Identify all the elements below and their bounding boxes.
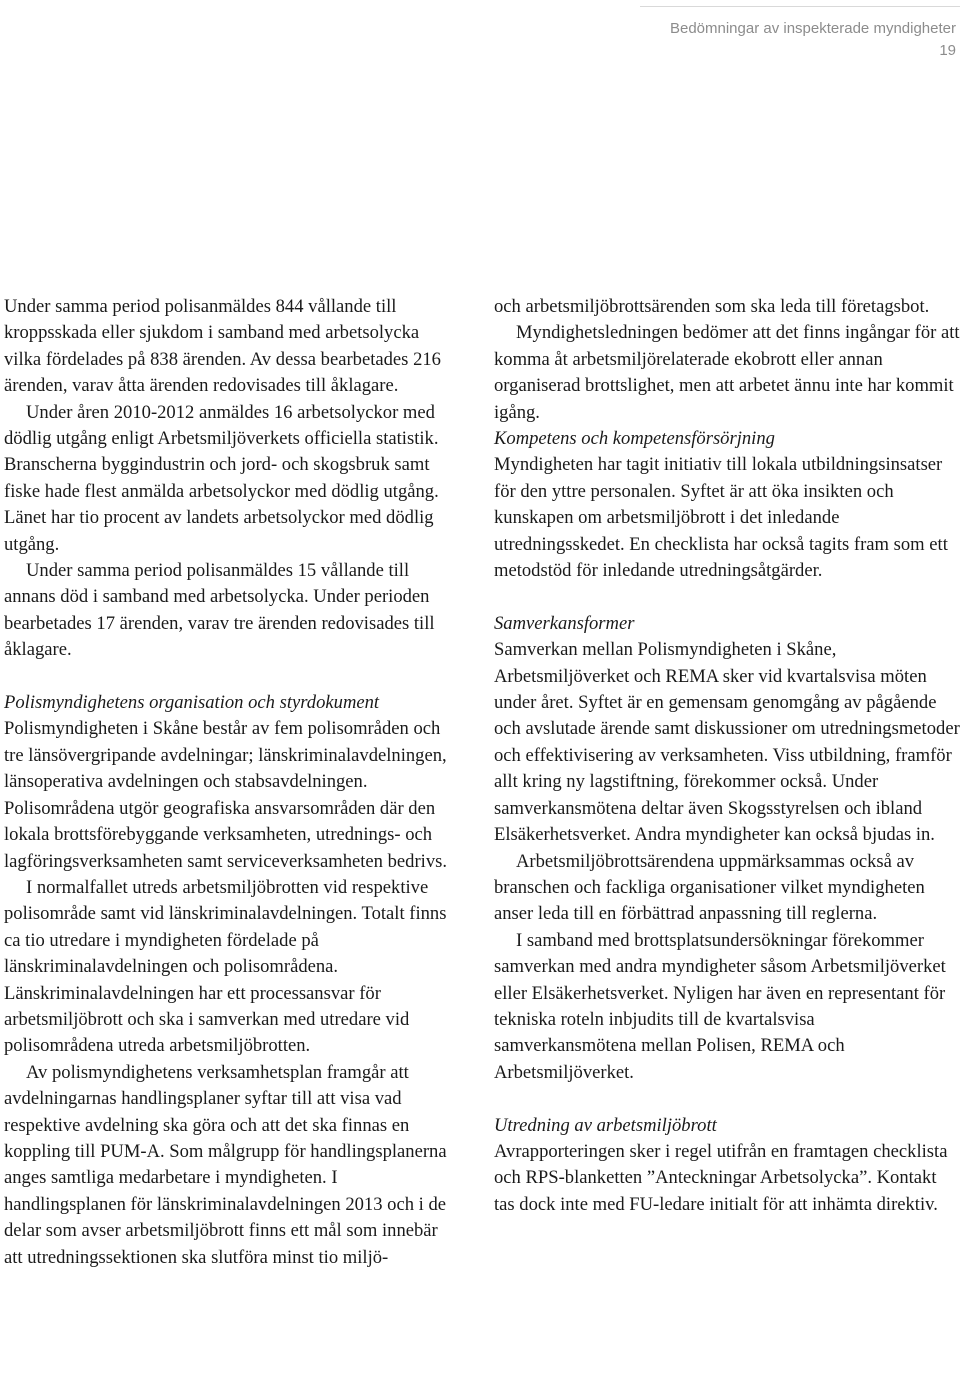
section-heading: Utredning av arbetsmiljöbrott [494, 1114, 717, 1136]
paragraph: I normalfallet utreds arbetsmiljöbrotten vid respektive polisområde samt vid länskriminalavdelningen. Totalt finns ca tio utredare i myndigheten fördelade på länskriminalavdelningen och polisområdena. Länskriminalavdelningen har ett processansvar för arbetsmiljöbrott och ska i samverkan med utredare vid polisområdena utreda arbetsmiljöbrotten. [4, 876, 447, 1057]
left-column [4, 294, 456, 1271]
section-heading: Kompetens och kompetensförsörjning [494, 428, 775, 450]
page-number: 19 [939, 42, 956, 59]
paragraph: Av polismyndighetens verksamhetsplan framgår att avdelningarnas handlingsplaner syftar till att visa vad respektive avdelning ska göra och att det ska finnas en koppling till PUM-A. Som målgrupp för handlingsplanerna anges samtliga medarbetare i myndigheten. I handlingsplanen för länskriminalavdelningen 2013 och i de delar som avser arbetsmiljöbrott finns ett mål som innebär att utredningssektionen ska slutföra minst tio miljö- [4, 1061, 447, 1268]
paragraph: Avrapporteringen sker i regel utifrån en framtagen checklista och RPS-blanketten ”Anteckningar Arbetsolycka”. Kontakt tas dock inte med FU-ledare initialt för att inhämta direktiv. [494, 1140, 948, 1215]
spacer [494, 1086, 960, 1112]
section-heading: Samverkansformer [494, 612, 635, 634]
paragraph: Myndighetsledningen bedömer att det finns ingångar för att komma åt arbetsmiljörelaterade ekobrott eller annan organiserad brottslighet, men att arbetet ännu inte har kommit igång. [494, 322, 960, 423]
paragraph: Under samma period polisanmäldes 844 vållande till kroppsskada eller sjukdom i samband med arbetsolycka vilka fördelades på 838 ärenden. Av dessa bearbetades 216 ärenden, varav åtta ärenden redovisades till åklagare. [4, 296, 441, 397]
right-column [494, 294, 960, 1218]
paragraph: Samverkan mellan Polismyndigheten i Skåne, Arbetsmiljöverket och REMA sker vid kvartalsvisa möten under året. Syftet är en gemensam genomgång av pågående och avslutade ärende samt diskussioner om utredningsmetoder och effektivisering av verksamheten. Viss utbildning, framför allt kring ny lagstiftning, förekommer också. Under samverkansmötena deltar även Skogsstyrelsen och ibland Elsäkerhetsverket. Andra myndigheter kan också bjudas in. [494, 639, 960, 846]
running-header [670, 18, 956, 62]
header-rule [640, 6, 960, 7]
spacer [494, 584, 960, 610]
paragraph: Myndigheten har tagit initiativ till lokala utbildningsinsatser för den yttre personalen. Syftet är att öka insikten och kunskapen om arbetsmiljöbrott i det inledande utredningsskedet. En checklista har också tagits fram som ett metodstöd för inledande utredningsåtgärder. [494, 454, 948, 582]
paragraph: Under samma period polisanmäldes 15 vållande till annans död i samband med arbetsolycka. Under perioden bearbetades 17 ärenden, varav tre ärenden redovisades till åklagare. [4, 560, 435, 661]
paragraph: Polismyndigheten i Skåne består av fem polisområden och tre länsövergripande avdelningar; länskriminalavdelningen, länsoperativa avdelningen och stabsavdelningen. Polisområdena utgör geografiska ansvarsområden där den lokala brottsförebyggande verksamheten, utrednings- och lagföringsverksamheten samt serviceverksamheten bedrivs. [4, 718, 447, 872]
paragraph: I samband med brottsplatsundersökningar förekommer samverkan med andra myndigheter såsom Arbetsmiljöverket eller Elsäkerhetsverket. Nyligen har även en representant för tekniska roteln inbjudits till de kvartalsvisa samverkansmötena mellan Polisen, REMA och Arbetsmiljöverket. [494, 929, 946, 1083]
section-heading: Polismyndighetens organisation och styrdokument [4, 692, 380, 714]
spacer [4, 664, 456, 690]
paragraph: Arbetsmiljöbrottsärendena uppmärksammas också av branschen och fackliga organisationer vilket myndigheten anser leda till en förbättrad anpassning till reglerna. [494, 850, 925, 925]
paragraph: och arbetsmiljöbrottsärenden som ska leda till företagsbot. [494, 296, 930, 317]
section-title: Bedömningar av inspekterade myndigheter [669, 20, 956, 37]
paragraph: Under åren 2010-2012 anmäldes 16 arbetsolyckor med dödlig utgång enligt Arbetsmiljöverkets officiella statistik. Branscherna byggindustrin och jord- och skogsbruk samt fiske hade flest anmälda arbetsolyckor med dödlig utgång. Länet har tio procent av landets arbetsolyckor med dödlig utgång. [4, 401, 439, 555]
